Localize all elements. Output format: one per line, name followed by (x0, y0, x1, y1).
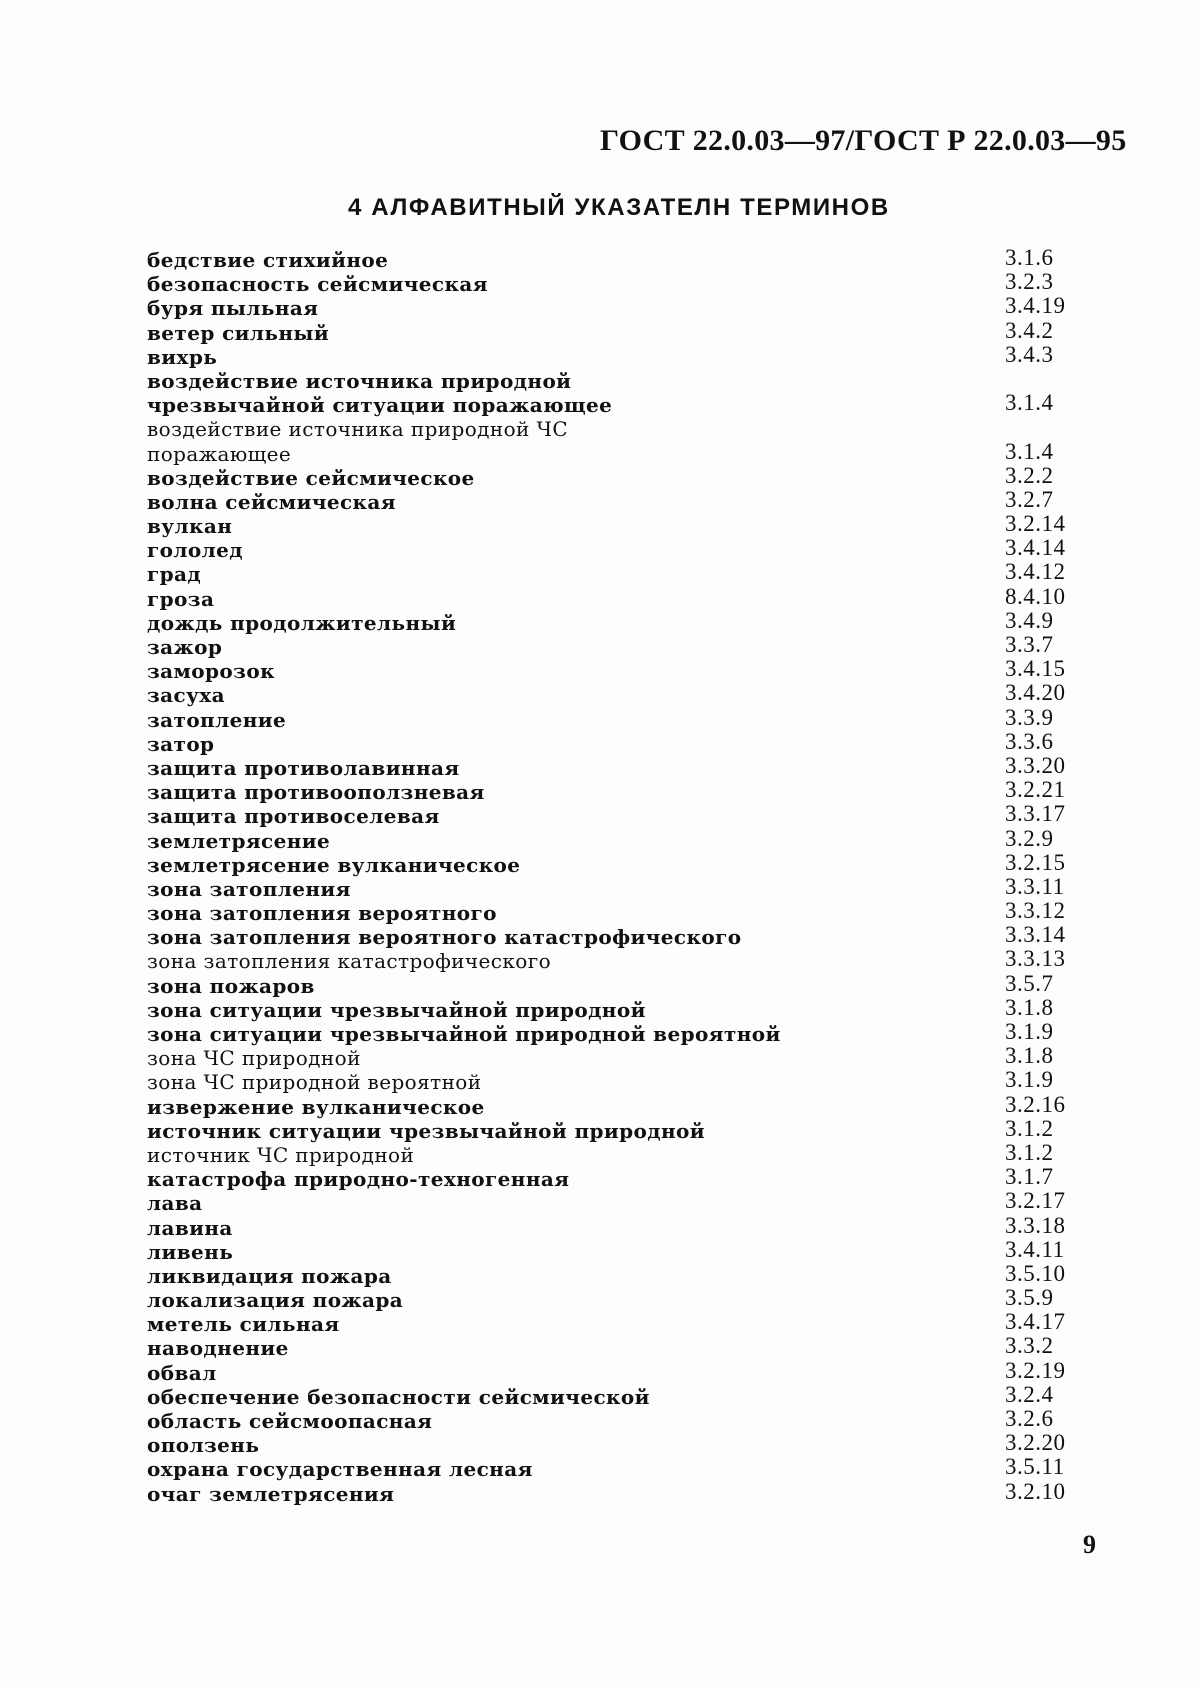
index-row (147, 994, 1072, 1022)
index-row (147, 1478, 1072, 1506)
index-term: зона ЧС природной вероятной (147, 1070, 482, 1095)
index-clause-reference: 3.4.12 (1005, 559, 1066, 585)
index-term: град (147, 562, 202, 587)
index-row (147, 849, 1072, 877)
index-clause-reference: 3.4.15 (1005, 656, 1066, 682)
index-term: гололед (147, 538, 243, 563)
index-clause-reference: 3.3.20 (1005, 752, 1066, 778)
index-clause-reference: 3.1.8 (1005, 1043, 1054, 1069)
index-row (147, 922, 1072, 950)
index-term: зажор (147, 635, 223, 659)
index-row (147, 438, 1072, 466)
index-clause-reference: 3.4.19 (1005, 293, 1066, 319)
index-clause-reference: 3.5.7 (1005, 970, 1054, 996)
index-clause-reference: 3.2.4 (1005, 1381, 1054, 1407)
section-title: 4 АЛФАВИТНЫЙ УКАЗАТЕЛН ТЕРМИНОВ (348, 194, 890, 221)
index-clause-reference: 3.4.9 (1005, 607, 1054, 633)
index-clause-reference: 3.2.7 (1005, 486, 1054, 512)
index-clause-reference: 3.5.11 (1005, 1454, 1065, 1480)
index-row (147, 1406, 1072, 1433)
index-row (147, 486, 1072, 514)
index-clause-reference: 3.2.2 (1005, 462, 1054, 488)
index-row (147, 1454, 1072, 1482)
index-row (147, 1043, 1072, 1071)
index-term: ливень (147, 1239, 234, 1264)
index-clause-reference: 3.1.9 (1005, 1019, 1054, 1044)
index-term: засуха (147, 683, 225, 708)
index-term: охрана государственная лесная (147, 1457, 533, 1482)
index-row (147, 1357, 1072, 1385)
index-row (147, 1139, 1072, 1167)
index-term: зона затопления катастрофического (147, 949, 552, 974)
index-row (147, 825, 1072, 853)
index-row (147, 535, 1072, 563)
index-row (147, 245, 1072, 272)
index-row (147, 1019, 1072, 1046)
index-term: вихрь (147, 344, 218, 369)
index-row (147, 559, 1072, 587)
index-term: ветер сильный (147, 320, 330, 345)
index-clause-reference: 3.3.17 (1005, 801, 1066, 827)
index-row (147, 1091, 1072, 1119)
index-term: землетрясение (147, 828, 331, 853)
index-row (147, 417, 1072, 441)
index-term: затопление (147, 707, 287, 732)
index-row (147, 1381, 1072, 1409)
index-row (147, 656, 1072, 684)
index-term: гроза (147, 586, 215, 611)
index-clause-reference: 3.3.6 (1005, 728, 1054, 754)
index-row (147, 728, 1072, 756)
index-row (147, 369, 1072, 393)
index-clause-reference: 3.1.2 (1005, 1139, 1054, 1165)
index-term: затор (147, 731, 215, 756)
index-clause-reference: 3.3.14 (1005, 922, 1066, 948)
index-row (147, 1333, 1072, 1361)
index-row (147, 1164, 1072, 1192)
index-clause-reference: 3.3.18 (1005, 1212, 1066, 1238)
index-term: вулкан (147, 514, 233, 539)
index-term: зона затопления вероятного (147, 901, 497, 926)
index-clause-reference: 3.4.14 (1005, 535, 1066, 561)
index-term: безопасность сейсмическая (147, 272, 488, 297)
index-term: чрезвычайной ситуации поражающее (147, 393, 613, 418)
index-term: воздействие источника природной (147, 368, 572, 393)
index-clause-reference: 3.1.8 (1005, 994, 1054, 1020)
index-term: локализация пожара (147, 1288, 404, 1313)
index-term: волна сейсмическая (147, 489, 396, 514)
index-row (147, 1260, 1072, 1288)
index-term: область сейсмоопасная (147, 1409, 433, 1433)
index-clause-reference: 3.3.13 (1005, 946, 1066, 972)
index-clause-reference: 3.2.15 (1005, 849, 1066, 875)
index-term: зона ситуации чрезвычайной природной вероятной (147, 1022, 781, 1046)
index-clause-reference: 3.3.2 (1005, 1333, 1054, 1359)
index-row (147, 970, 1072, 998)
index-clause-reference: 3.4.17 (1005, 1309, 1066, 1335)
index-clause-reference: 3.1.6 (1005, 245, 1054, 270)
index-term: защита противоселевая (147, 804, 440, 829)
index-row (147, 511, 1072, 539)
index-row (147, 632, 1072, 659)
index-row (147, 1285, 1072, 1313)
index-clause-reference: 3.2.17 (1005, 1188, 1066, 1214)
index-term: защита противооползневая (147, 780, 485, 805)
document-standard-id: ГОСТ 22.0.03—97/ГОСТ Р 22.0.03—95 (600, 124, 1127, 157)
index-term: зона затопления вероятного катастрофического (147, 925, 742, 950)
page-number: 9 (1083, 1530, 1096, 1559)
index-row (147, 462, 1072, 490)
index-row (147, 777, 1072, 805)
index-row (147, 341, 1072, 369)
index-clause-reference: 3.2.10 (1005, 1478, 1066, 1504)
index-clause-reference: 8.4.10 (1005, 583, 1066, 609)
index-row (147, 583, 1072, 611)
index-row (147, 873, 1072, 901)
index-row (147, 898, 1072, 926)
index-term: оползень (147, 1433, 260, 1458)
index-row (147, 680, 1072, 708)
index-clause-reference: 3.1.4 (1005, 438, 1054, 464)
index-clause-reference: 3.2.14 (1005, 511, 1066, 537)
index-term: извержение вулканическое (147, 1094, 485, 1119)
index-clause-reference: 3.1.7 (1005, 1164, 1054, 1190)
index-term: катастрофа природно-техногенная (147, 1167, 570, 1192)
index-term: источник ЧС природной (147, 1142, 415, 1167)
index-term: воздействие сейсмическое (147, 465, 475, 490)
index-row (147, 1236, 1072, 1264)
index-clause-reference: 3.3.7 (1005, 632, 1054, 657)
index-term: заморозок (147, 659, 275, 684)
index-term: воздействие источника природной ЧС (147, 417, 569, 442)
index-row (147, 317, 1072, 345)
index-clause-reference: 3.2.3 (1005, 269, 1054, 295)
index-clause-reference: 3.2.6 (1005, 1406, 1054, 1431)
index-clause-reference: 3.4.20 (1005, 680, 1066, 706)
index-clause-reference: 3.5.10 (1005, 1260, 1066, 1286)
index-clause-reference: 3.4.2 (1005, 317, 1054, 343)
index-row (147, 607, 1072, 635)
index-clause-reference: 3.4.11 (1005, 1236, 1065, 1262)
index-row (147, 293, 1072, 321)
index-term: зона затопления (147, 876, 351, 901)
index-term: зона ЧС природной (147, 1046, 361, 1071)
index-term: лава (147, 1191, 203, 1216)
index-term: дождь продолжительный (147, 610, 457, 635)
index-row (147, 704, 1072, 732)
index-row (147, 1115, 1072, 1143)
index-clause-reference: 3.5.9 (1005, 1285, 1054, 1311)
index-term: бедствие стихийное (147, 248, 389, 272)
index-row (147, 1212, 1072, 1240)
index-clause-reference: 3.3.9 (1005, 704, 1054, 730)
index-row (147, 1067, 1072, 1095)
index-clause-reference: 3.1.2 (1005, 1115, 1054, 1141)
index-row (147, 801, 1072, 829)
index-term: буря пыльная (147, 296, 319, 321)
index-row (147, 752, 1072, 780)
index-term: наводнение (147, 1336, 289, 1361)
index-term: ликвидация пожара (147, 1263, 392, 1288)
index-clause-reference: 3.2.19 (1005, 1357, 1066, 1383)
index-row (147, 1309, 1072, 1337)
index-term: метель сильная (147, 1312, 340, 1337)
index-clause-reference: 3.3.11 (1005, 873, 1065, 899)
index-term: зона пожаров (147, 973, 315, 998)
index-term: поражающее (147, 441, 292, 466)
index-term: зона ситуации чрезвычайной природной (147, 997, 646, 1022)
index-row (147, 946, 1072, 974)
index-clause-reference: 3.3.12 (1005, 898, 1066, 924)
index-clause-reference: 3.4.3 (1005, 341, 1054, 367)
index-term: землетрясение вулканическое (147, 852, 521, 877)
index-term: очаг землетрясения (147, 1481, 395, 1506)
index-term: источник ситуации чрезвычайной природной (147, 1118, 706, 1143)
index-clause-reference: 3.2.21 (1005, 777, 1066, 803)
index-term: обеспечение безопасности сейсмической (147, 1384, 650, 1409)
index-term: лавина (147, 1215, 233, 1240)
index-clause-reference: 3.1.4 (1005, 390, 1054, 416)
index-row (147, 1188, 1072, 1216)
index-clause-reference: 3.2.9 (1005, 825, 1054, 851)
index-clause-reference: 3.2.16 (1005, 1091, 1066, 1117)
index-clause-reference: 3.1.9 (1005, 1067, 1054, 1093)
index-term: обвал (147, 1360, 217, 1385)
index-row (147, 390, 1072, 418)
index-clause-reference: 3.2.20 (1005, 1430, 1066, 1456)
index-row (147, 269, 1072, 297)
index-term: защита противолавинная (147, 755, 460, 780)
alphabetical-term-index (147, 245, 1072, 1506)
index-row (147, 1430, 1072, 1458)
